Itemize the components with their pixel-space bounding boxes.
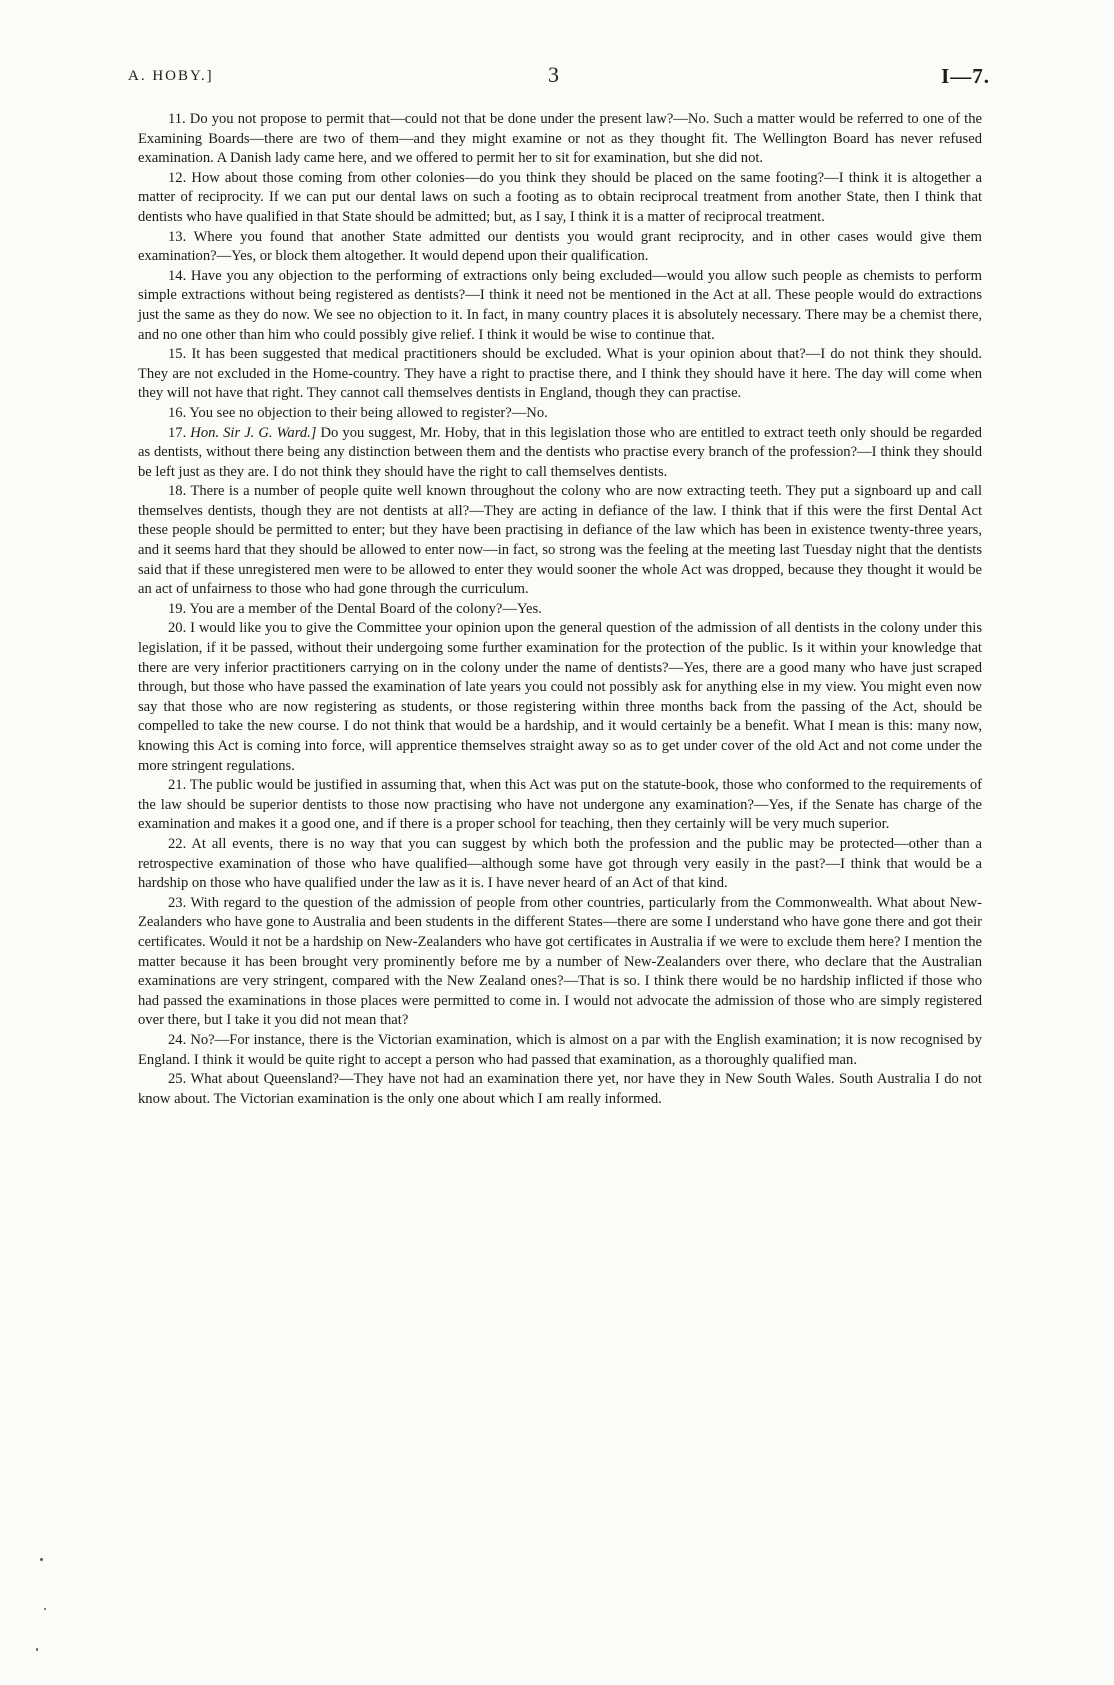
question-22: 22. At all events, there is no way that you can suggest by which both the profession and the public may be protected—other than a retrospective examination of those who have qualified—although some have got through very easily in the past?—I think that would be a hardship on those who have qualified under the law as it is. I have never heard of an Act of that kind. — [138, 835, 983, 892]
question-14: 14. Have you any objection to the performing of extractions only being excluded—would you allow such people as chemists to perform simple extractions without being registered as dentists?—I think it need not be mentioned in the Act at all. These people would do extractions just the same as they do now. We see no objection to it. In fact, in many country places it is absolutely necessary. There may be a chemist there, and no one other than him who could possibly give relief. I think it would be wise to continue that. — [138, 267, 982, 343]
question-17: 17. Hon. Sir J. G. Ward.] Do you suggest, Mr. Hoby, that in this legislation those who are entitled to extract teeth only should be regarded as dentists, without there being any distinction between them and the dentists who practise every branch of the profession?—I think they should be left just as they are. I do not think they should have the right to call themselves dentists. — [138, 424, 982, 480]
header-witness-name: A. HOBY.] — [128, 68, 214, 84]
scan-speck — [44, 1608, 46, 1610]
header-paper-reference: I—7. — [941, 64, 990, 88]
question-16: 16. You see no objection to their being allowed to register?—No. — [168, 404, 548, 421]
speaker-name: Hon. Sir J. G. Ward.] — [190, 424, 317, 441]
scan-speck — [40, 1558, 43, 1561]
question-20: 20. I would like you to give the Committee your opinion upon the general question of the admission of all dentists in the colony under this legislation, if it be passed, without their undergoing some further examination for the protection of the public. Is it within your knowledge that there are very inferior practitioners carrying on in the colony under the name of dentists?—Yes, there are a good many who have just scraped through, but those who have passed the examination of late years you could not possibly ask for anything else in my view. You might even now say that those who are now registering as students, or those registering within three months back from the passing of the Act, should be compelled to take the new course. I do not think that would be a hardship, and it would certainly be a benefit. What I mean is this: many now, knowing this Act is coming into force, will apprentice themselves straight away so as to get under cover of the old Act and not come under the more stringent regulations. — [138, 620, 982, 774]
question-11: 11. Do you not propose to permit that—could not that be done under the present law?—No. Such a matter would be referred to one of the Examining Boards—there are two of them—and they might examine or not as they thought fit. The Wellington Board has never refused examination. A Danish lady came here, and we offered to permit her to sit for examination, but she did not. — [138, 111, 983, 167]
page-header — [128, 62, 990, 88]
question-18: 18. There is a number of people quite well known throughout the colony who are now extracting teeth. They put a signboard up and call themselves dentists, though they are not dentists at all?—They are acting in defiance of the law. I think that if this were the first Dental Act these people should be permitted to enter; but they have been practising in defiance of the law which has been in existence twenty-three years, and it seems hard that they should be allowed to enter now—in fact, so strong was the feeling at the meeting last Tuesday night that the dentists said that if these unregistered men were to be allowed to enter they would sooner the whole Act was dropped, because they thought it would be an act of unfairness to those who had gone through the curriculum. — [138, 483, 983, 598]
question-24: 24. No?—For instance, there is the Victorian examination, which is almost on a par with the English examination; it is now recognised by England. I think it would be quite right to accept a person who had passed that examination, as a thoroughly qualified man. — [138, 1031, 982, 1068]
question-13: 13. Where you found that another State admitted our dentists you would grant reciprocity, and in other cases would give them examination?—Yes, or block them altogether. It would depend upon their qualification. — [138, 228, 982, 265]
header-page-number: 3 — [548, 62, 559, 87]
question-25: 25. What about Queensland?—They have not had an examination there yet, nor have they in New South Wales. South Australia I do not know about. The Victorian examination is the only one about which I am really informed. — [138, 1071, 982, 1107]
minutes-of-evidence — [138, 110, 982, 1109]
scan-speck — [36, 1648, 38, 1651]
question-23: 23. With regard to the question of the admission of people from other countries, particularly from the Commonwealth. What about New-Zealanders who have gone to Australia and been students in the different States—there are some I understand who have gone there and got their certificates. Would it not be a hardship on New-Zealanders who have got certificates in Australia if we were to exclude them here? I mention the matter because it has been brought very prominently before me by a number of New-Zealanders over there, who declare that the Australian examinations are very stringent, compared with the New Zealand ones?—That is so. I think there would be no hardship inflicted if those who had passed the examinations in those places were permitted to come in. I would not advocate the admission of those who are simply registered over there, but I take it you did not mean that? — [138, 894, 982, 1029]
question-19: 19. You are a member of the Dental Board of the colony?—Yes. — [168, 600, 542, 617]
question-15: 15. It has been suggested that medical practitioners should be excluded. What is your opinion about that?—I do not think they should. They are not excluded in the Home-country. They have a right to practise there, and I think they should have it here. The day will come when they will not have that right. They cannot call themselves dentists in England, though they can practise. — [138, 346, 982, 402]
question-12: 12. How about those coming from other colonies—do you think they should be placed on the same footing?—I think it is altogether a matter of reciprocity. If we can put our dental laws on such a footing as to obtain reciprocal treatment from another State, then I think that dentists who have qualified in that State should be admitted; but, as I say, I think it is a matter of reciprocal treatment. — [138, 169, 983, 225]
question-21: 21. The public would be justified in assuming that, when this Act was put on the statute-book, those who conformed to the requirements of the law should be superior dentists to those now practising who have not undergone any examination?—Yes, if the Senate has charge of the examination and makes it a good one, and if there is a proper school for teaching, then they certainly will be very much superior. — [138, 777, 982, 833]
